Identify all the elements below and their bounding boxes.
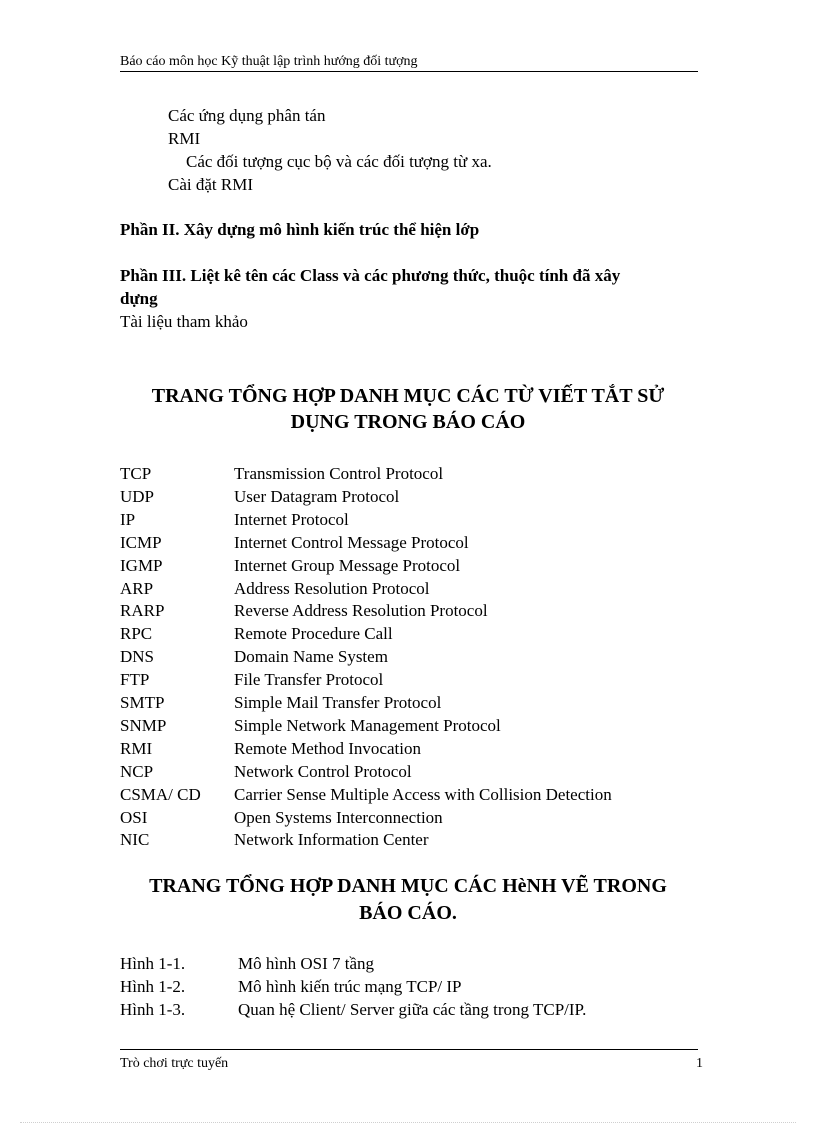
abbreviation-term: FTP (120, 670, 150, 690)
abbreviation-description: Remote Method Invocation (234, 738, 421, 758)
abbreviations-title: TRANG TỔNG HỢP DANH MỤC CÁC TỪ VIẾT TẮT SỬ (151, 385, 665, 407)
toc-part-heading: Phần II. Xây dựng mô hình kiến trúc thể hiện lớp (120, 220, 480, 239)
abbreviation-term: NIC (120, 830, 150, 850)
figures-title: TRANG TỔNG HỢP DANH MỤC CÁC HèNH VẼ TRONG (149, 875, 667, 897)
figure-caption: Quan hệ Client/ Server giữa các tầng trong TCP/IP. (238, 1000, 587, 1019)
abbreviation-term: CSMA/ CD (120, 784, 201, 804)
abbreviations-title-cont: DỤNG TRONG BÁO CÁO (290, 411, 526, 433)
figure-number: Hình 1-3. (120, 1000, 186, 1019)
toc-item: Cài đặt RMI (168, 175, 253, 194)
abbreviation-description: Internet Group Message Protocol (234, 555, 461, 575)
abbreviation-term: SNMP (120, 715, 167, 735)
abbreviation-description: User Datagram Protocol (234, 486, 400, 506)
figure-number: Hình 1-2. (120, 977, 186, 996)
figure-caption: Mô hình OSI 7 tầng (238, 954, 374, 973)
toc-references: Tài liệu tham khảo (120, 312, 248, 331)
abbreviation-description: Remote Procedure Call (234, 624, 393, 644)
page-number: 1 (696, 1056, 703, 1071)
abbreviation-term: UDP (120, 486, 155, 506)
abbreviation-term: RMI (120, 738, 153, 758)
figure-number: Hình 1-1. (120, 954, 186, 973)
abbreviation-description: Network Control Protocol (234, 761, 412, 781)
figure-caption: Mô hình kiến trúc mạng TCP/ IP (238, 977, 462, 996)
abbreviation-term: RARP (120, 601, 165, 621)
toc-item: RMI (168, 129, 201, 148)
abbreviation-description: Internet Protocol (234, 509, 349, 529)
abbreviation-description: Internet Control Message Protocol (234, 532, 469, 552)
footer-divider (120, 1049, 698, 1050)
abbreviation-description: Address Resolution Protocol (234, 578, 430, 598)
abbreviation-term: DNS (120, 647, 155, 667)
toc-subitem: Các đối tượng cục bộ và các đối tượng từ xa. (186, 152, 492, 171)
abbreviation-description: Reverse Address Resolution Protocol (234, 601, 488, 621)
abbreviation-term: RPC (120, 624, 153, 644)
abbreviation-term: ICMP (120, 532, 162, 552)
abbreviation-description: Open Systems Interconnection (234, 807, 443, 827)
toc-part-heading-cont: dựng (120, 289, 158, 308)
abbreviation-term: IGMP (120, 555, 163, 575)
abbreviation-description: Domain Name System (234, 647, 388, 667)
abbreviation-term: SMTP (120, 693, 165, 712)
figures-title-cont: BÁO CÁO. (359, 902, 457, 924)
abbreviation-description: Simple Mail Transfer Protocol (234, 693, 442, 712)
abbreviation-description: Simple Network Management Protocol (234, 715, 501, 735)
toc-part-heading: Phần III. Liệt kê tên các Class và các phương thức, thuộc tính đã xây (120, 266, 621, 285)
abbreviation-description: Transmission Control Protocol (234, 464, 444, 483)
abbreviation-term: IP (120, 509, 136, 529)
footer-text: Trò chơi trực tuyến (120, 1056, 229, 1071)
toc-item: Các ứng dụng phân tán (168, 106, 326, 125)
abbreviation-description: Network Information Center (234, 830, 429, 850)
abbreviation-term: NCP (120, 761, 154, 781)
abbreviation-description: Carrier Sense Multiple Access with Collision Detection (234, 784, 612, 804)
abbreviation-term: TCP (120, 464, 152, 483)
abbreviation-description: File Transfer Protocol (234, 670, 384, 690)
page-header: Báo cáo môn học Kỹ thuật lập trình hướng đối tượng (120, 54, 698, 72)
abbreviation-term: ARP (120, 578, 154, 598)
abbreviation-term: OSI (120, 807, 148, 827)
